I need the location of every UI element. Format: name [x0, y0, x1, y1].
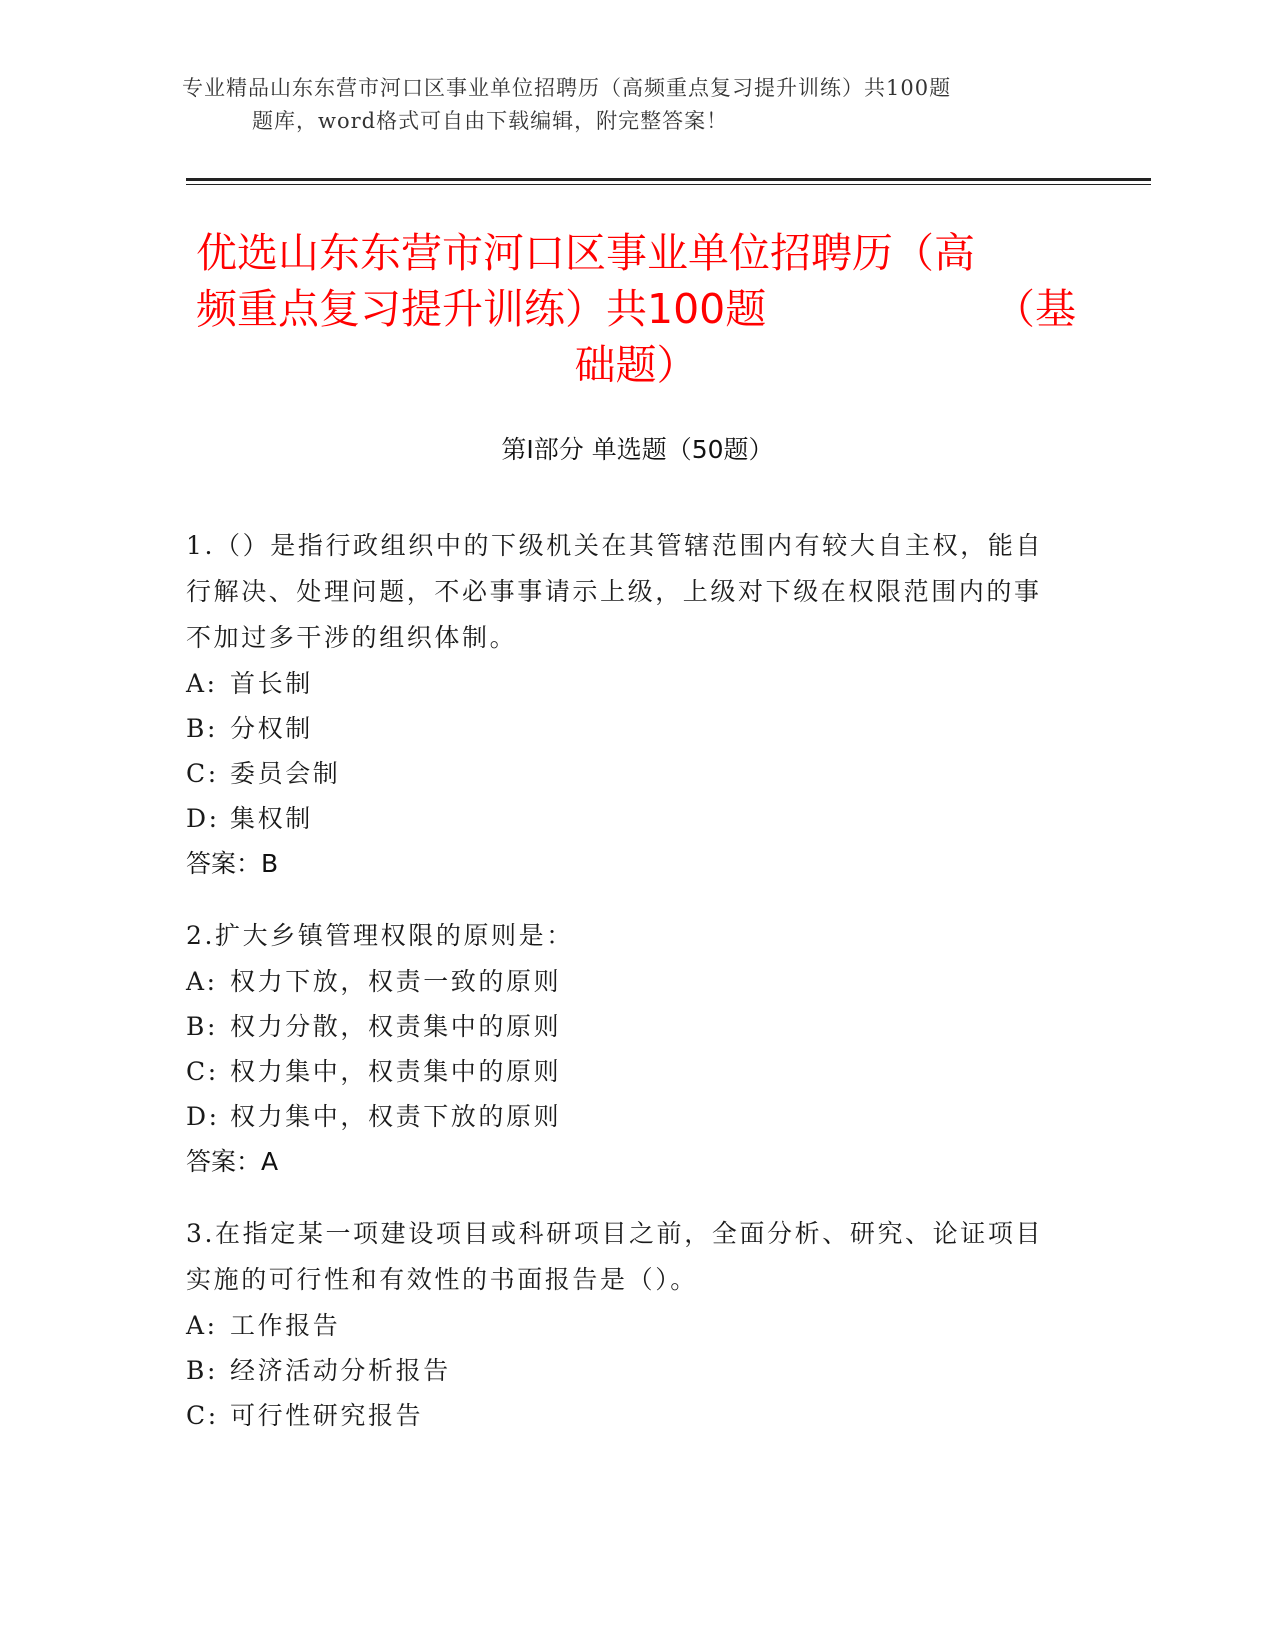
option-key: A: [186, 1311, 218, 1340]
option-a [186, 661, 1066, 706]
option-key: A: [186, 967, 218, 996]
header-note-line1: 专业精品山东东营市河口区事业单位招聘历（高频重点复习提升训练）共100题 [182, 76, 952, 100]
question-stem: 2.扩大乡镇管理权限的原则是： [186, 921, 574, 950]
option-b [186, 1004, 1066, 1049]
document-title-line2-right: （基 [994, 285, 1076, 333]
option-d [186, 796, 1066, 841]
header-note [182, 72, 1042, 138]
option-text: 集权制 [230, 804, 313, 833]
document-title-line3: 础题） [574, 341, 698, 389]
option-key: A: [186, 669, 218, 698]
option-a [186, 959, 1066, 1004]
option-key: D: [186, 1102, 220, 1131]
option-b [186, 706, 1066, 751]
document-title [196, 225, 1076, 393]
question-stem: 3.在指定某一项建设项目或科研项目之前，全面分析、研究、论证项目实施的可行性和有效性的书面报告是（）。 [186, 1219, 1044, 1294]
question-list [186, 523, 1066, 1465]
option-text: 权力集中，权责下放的原则 [230, 1102, 562, 1131]
header-rule-thin [186, 184, 1151, 185]
option-text: 权力分散，权责集中的原则 [230, 1012, 562, 1041]
option-key: C: [186, 1401, 219, 1430]
answer: 答案：B [186, 849, 279, 878]
option-text: 工作报告 [230, 1311, 341, 1340]
option-key: D: [186, 804, 220, 833]
option-key: C: [186, 759, 219, 788]
header-rule-thick [186, 178, 1151, 181]
document-title-line2-left: 频重点复习提升训练）共100题 [196, 285, 767, 333]
document-title-line2 [196, 281, 1076, 337]
option-c [186, 1049, 1066, 1094]
option-text: 权力集中，权责集中的原则 [230, 1057, 562, 1086]
option-text: 分权制 [230, 714, 313, 743]
option-text: 首长制 [230, 669, 313, 698]
option-key: B: [186, 1356, 218, 1385]
option-key: B: [186, 1012, 218, 1041]
option-text: 权力下放，权责一致的原则 [230, 967, 562, 996]
option-a [186, 1303, 1066, 1348]
option-text: 经济活动分析报告 [230, 1356, 451, 1385]
header-note-line2: 题库，word格式可自由下载编辑，附完整答案！ [252, 109, 729, 133]
option-b [186, 1348, 1066, 1393]
option-d [186, 1094, 1066, 1139]
question-2 [186, 913, 1066, 1184]
option-c [186, 751, 1066, 796]
section-title: 第Ⅰ部分 单选题（50题） [501, 435, 774, 464]
document-title-line1: 优选山东东营市河口区事业单位招聘历（高 [196, 229, 975, 277]
question-1 [186, 523, 1066, 886]
question-3 [186, 1211, 1066, 1438]
answer: 答案：A [186, 1147, 279, 1176]
option-c [186, 1393, 1066, 1438]
option-key: C: [186, 1057, 219, 1086]
option-text: 可行性研究报告 [230, 1401, 424, 1430]
question-stem: 1.（）是指行政组织中的下级机关在其管辖范围内有较大自主权，能自行解决、处理问题，不必事事请示上级，上级对下级在权限范围内的事不加过多干涉的组织体制。 [186, 531, 1044, 652]
option-key: B: [186, 714, 218, 743]
option-text: 委员会制 [230, 759, 341, 788]
